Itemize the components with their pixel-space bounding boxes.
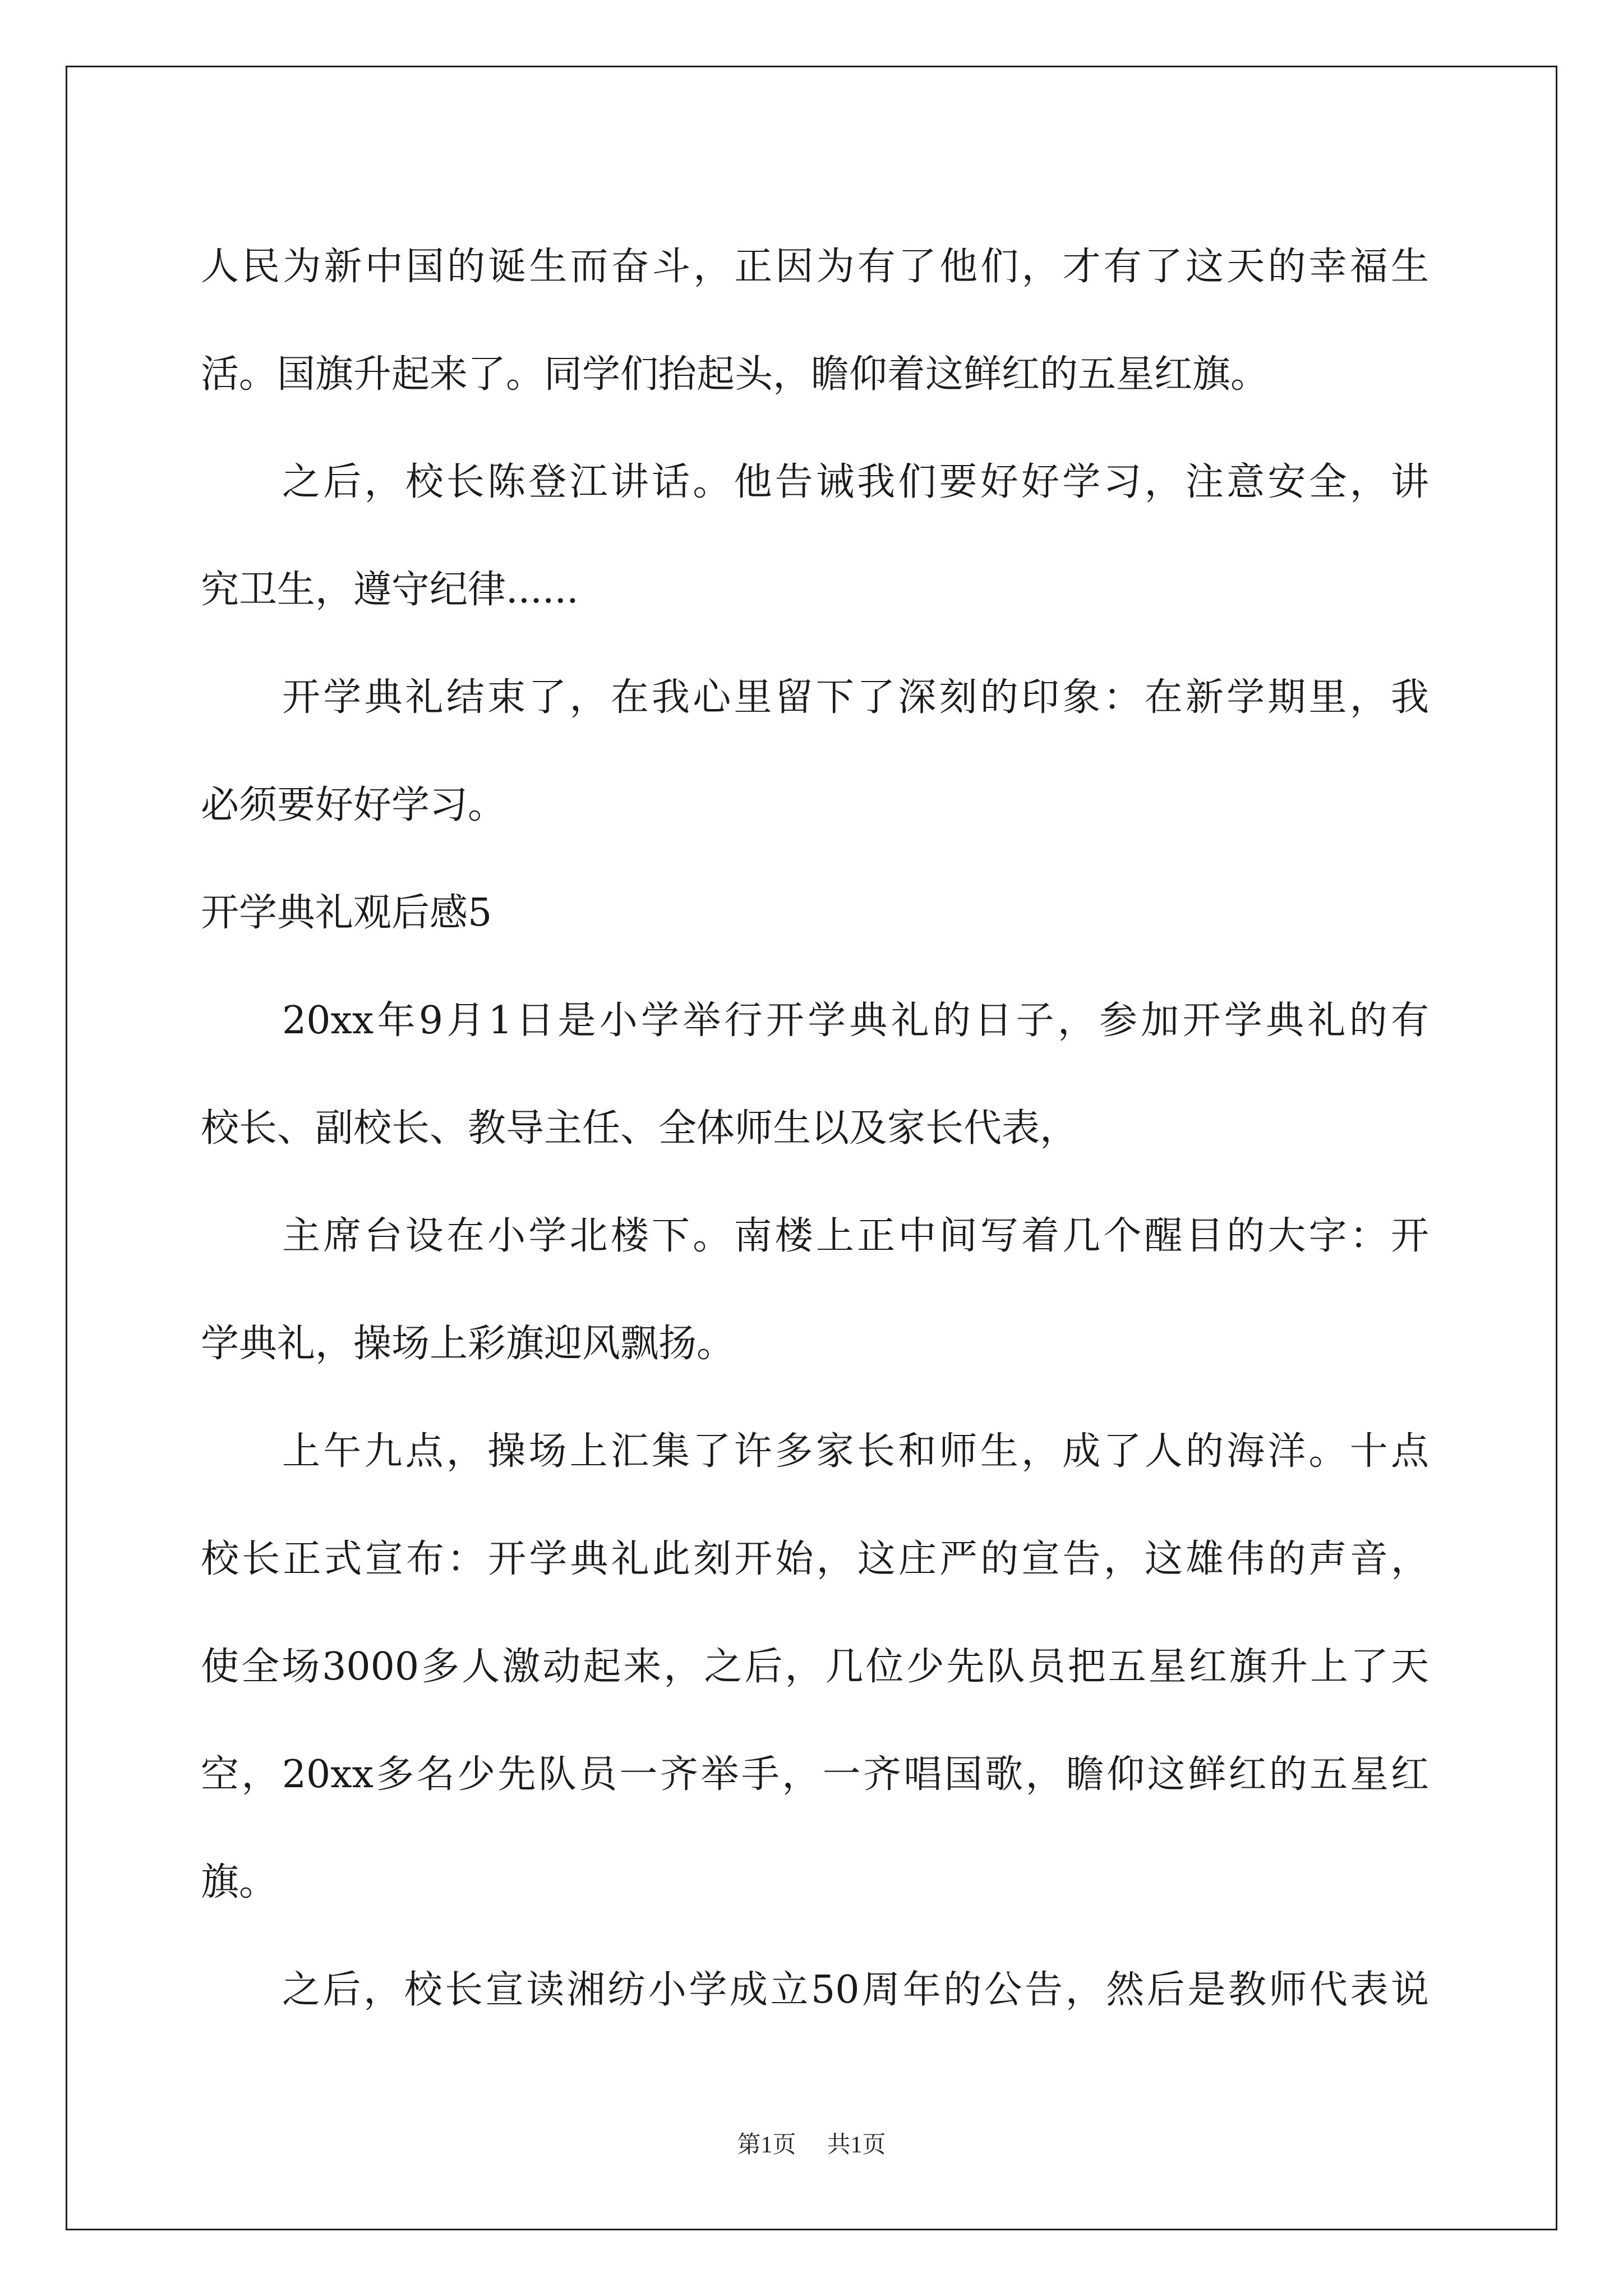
text-line: 校长正式宣布：开学典礼此刻开始，这庄严的宣告，这雄伟的声音，	[201, 1537, 1429, 1581]
paragraph-start-line: 之后，校长陈登江讲话。他告诫我们要好好学习，注意安全，讲	[282, 460, 1429, 504]
text-line: 使全场3000多人激动起来，之后，几位少先队员把五星红旗升上了天	[201, 1645, 1429, 1689]
paragraph-start-line: 开学典礼结束了，在我心里留下了深刻的印象：在新学期里，我	[282, 675, 1429, 720]
paragraph-start-line: 之后，校长宣读湘纺小学成立50周年的公告，然后是教师代表说	[282, 1968, 1429, 2012]
text-line: 空，20xx多名少先队员一齐举手，一齐唱国歌，瞻仰这鲜红的五星红	[201, 1752, 1429, 1797]
paragraph-start-line: 上午九点，操场上汇集了许多家长和师生，成了人的海洋。十点	[282, 1429, 1429, 1474]
page-footer	[0, 2126, 1623, 2160]
text-line: 必须要好好学习。	[201, 783, 506, 827]
document-body	[201, 213, 1429, 2044]
paragraph-start-line: 20xx年9月1日是小学举行开学典礼的日子，参加开学典礼的有	[282, 999, 1429, 1043]
paragraph-start-line: 主席台设在小学北楼下。南楼上正中间写着几个醒目的大字：开	[282, 1214, 1429, 1258]
text-line: 究卫生，遵守纪律......	[201, 568, 579, 612]
text-line: 校长、副校长、教导主任、全体师生以及家长代表，	[201, 1106, 1078, 1151]
text-line: 活。国旗升起来了。同学们抬起头，瞻仰着这鲜红的五星红旗。	[201, 352, 1269, 397]
page-total: 共1页	[827, 2132, 886, 2158]
section-heading: 开学典礼观后感5	[201, 891, 492, 935]
text-line: 学典礼，操场上彩旗迎风飘扬。	[201, 1322, 735, 1366]
text-line: 旗。	[201, 1860, 278, 1904]
page-number: 第1页	[737, 2132, 796, 2158]
text-line: 人民为新中国的诞生而奋斗，正因为有了他们，才有了这天的幸福生	[201, 245, 1429, 289]
